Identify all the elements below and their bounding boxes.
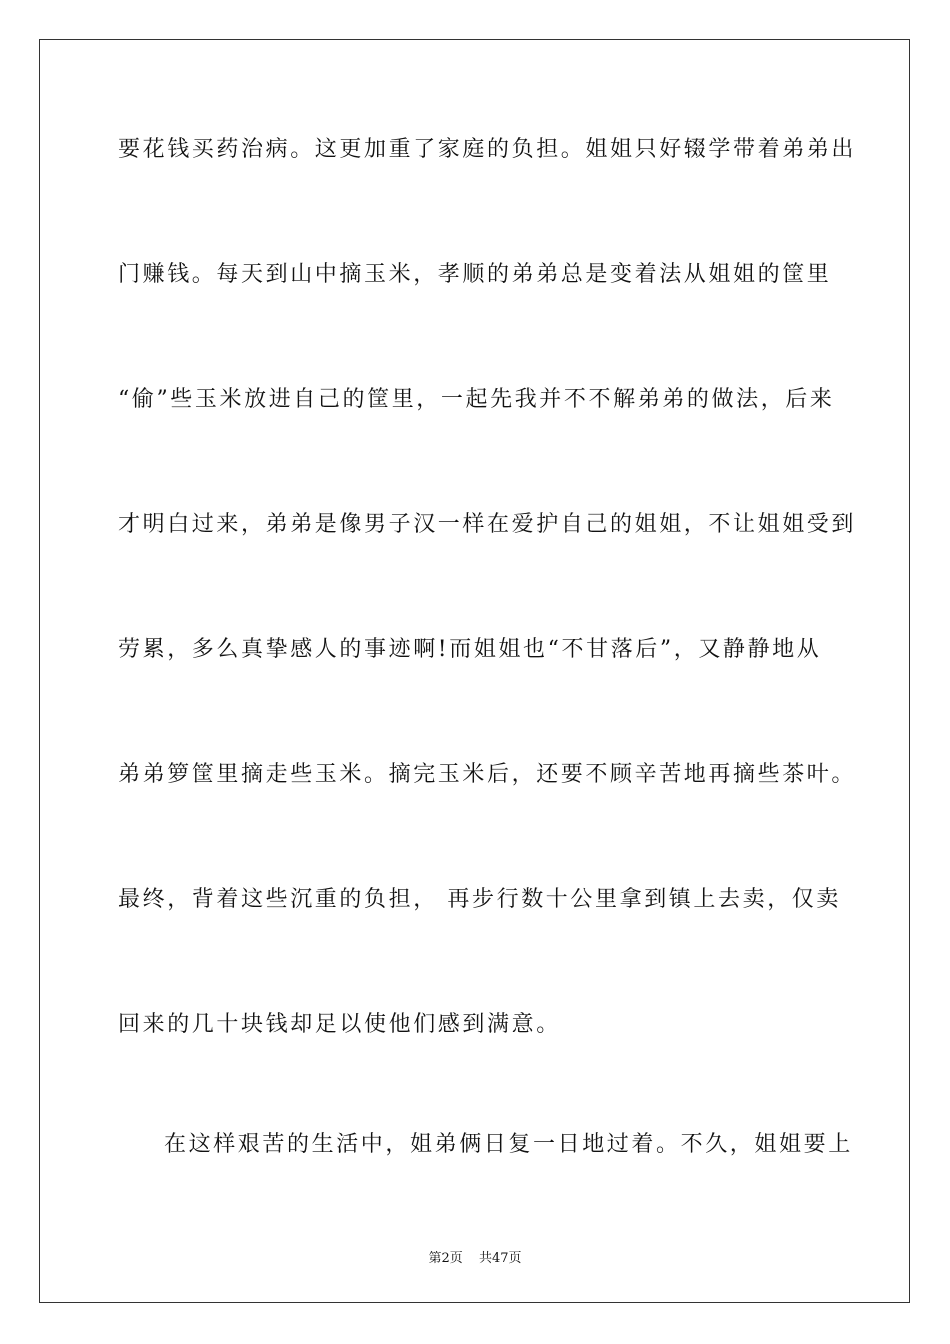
body-line-2: 门赚钱。每天到山中摘玉米，孝顺的弟弟总是变着法从姐姐的筐里	[118, 262, 832, 287]
page-frame	[39, 39, 910, 1303]
body-line-5: 劳累，多么真挚感人的事迹啊!而姐姐也“不甘落后”，又静静地从	[118, 637, 822, 662]
body-line-7: 最终，背着这些沉重的负担， 再步行数十公里拿到镇上去卖，仅卖	[118, 887, 841, 912]
page-total-count: 共47页	[478, 1251, 522, 1266]
body-line-3: “偷”些玉米放进自己的筐里，一起先我并不不解弟弟的做法，后来	[118, 387, 835, 412]
body-line-1: 要花钱买药治病。这更加重了家庭的负担。姐姐只好辍学带着弟弟出	[118, 137, 857, 162]
body-line-9: 在这样艰苦的生活中，姐弟俩日复一日地过着。不久，姐姐要上	[164, 1132, 853, 1157]
body-line-8: 回来的几十块钱却足以使他们感到满意。	[118, 1012, 561, 1037]
body-line-6: 弟弟箩筐里摘走些玉米。摘完玉米后，还要不顾辛苦地再摘些茶叶。	[118, 762, 857, 787]
page-current-number: 第2页	[428, 1251, 463, 1266]
body-line-4: 才明白过来，弟弟是像男子汉一样在爱护自己的姐姐，不让姐姐受到	[118, 512, 857, 537]
page-footer	[0, 1247, 950, 1266]
